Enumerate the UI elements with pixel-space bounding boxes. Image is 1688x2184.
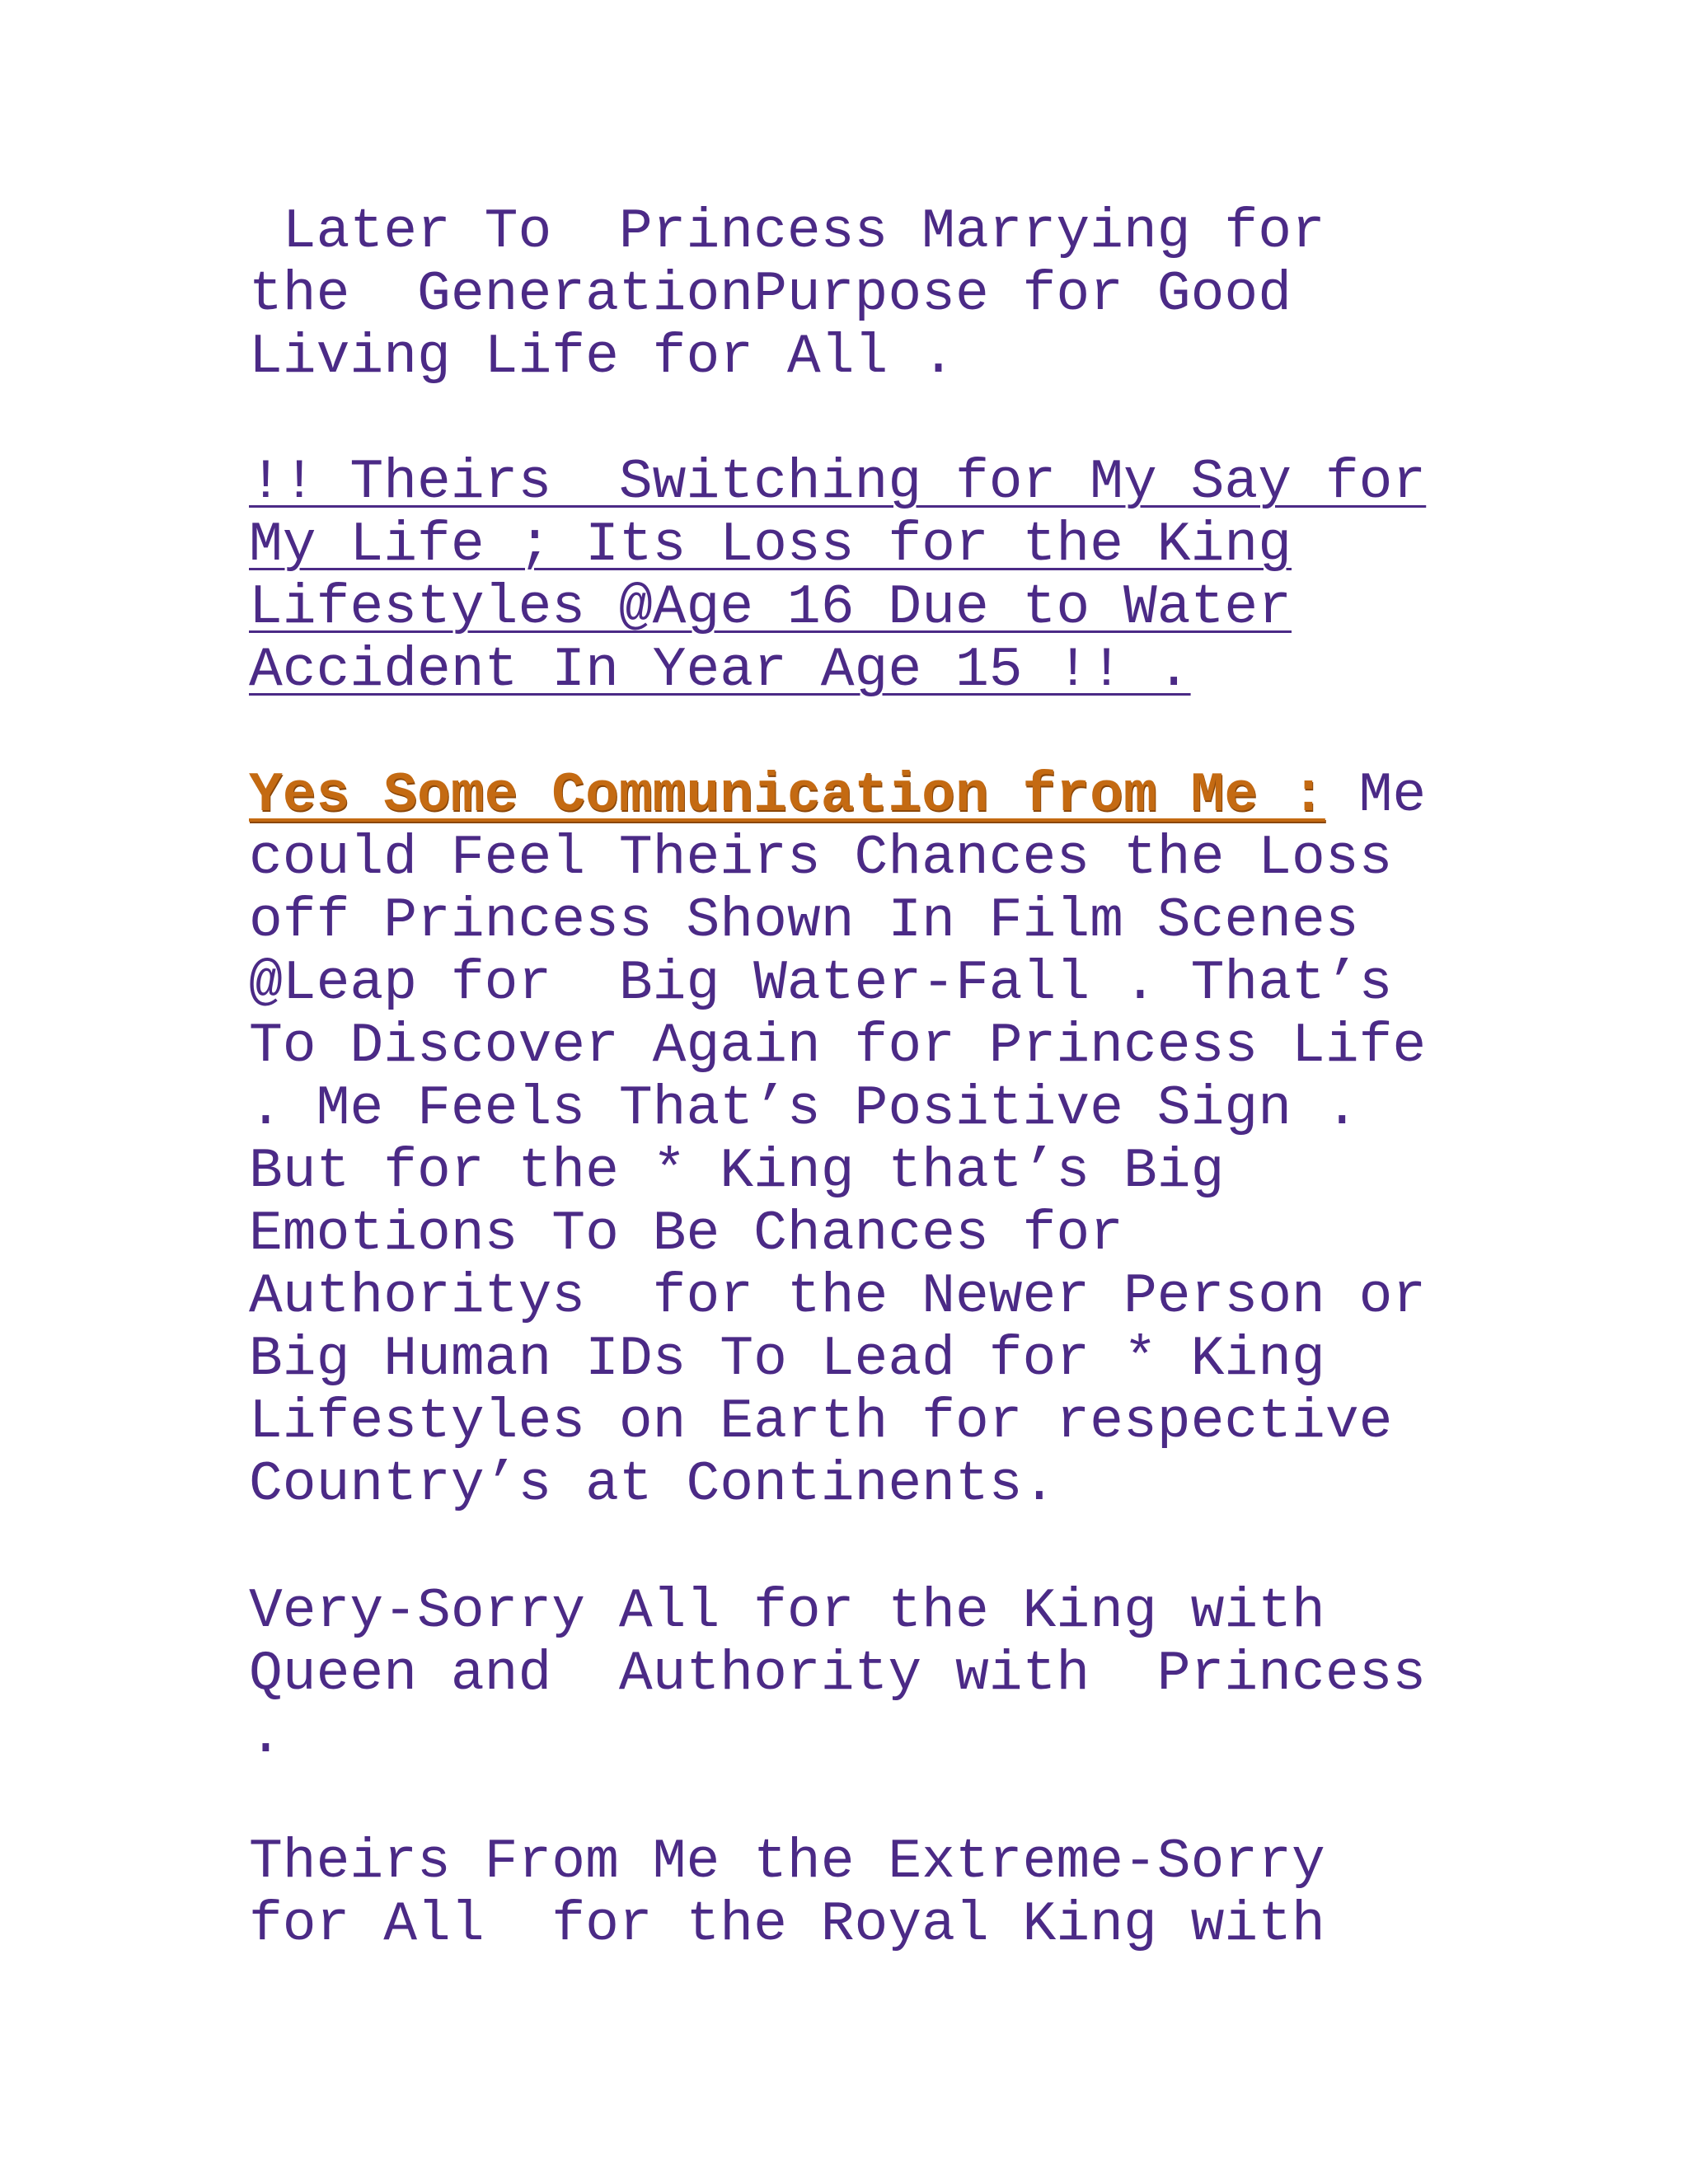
text-line: for All for the Royal King with	[249, 1893, 1325, 1957]
text-line: Big Human IDs To Lead for * King	[249, 1328, 1325, 1391]
underlined-text: !! Theirs Switching for My Say for	[249, 451, 1427, 514]
text-line-wrap	[249, 577, 1667, 640]
text-line: . Me Feels That’s Positive Sign .	[249, 1077, 1359, 1141]
text-line: Authoritys for the Newer Person or	[249, 1265, 1427, 1329]
section-heading: Yes Some Communication from Me :	[249, 764, 1325, 827]
paragraph-4	[249, 1581, 1667, 1769]
heading-line	[249, 765, 1667, 827]
text-line: off Princess Shown In Film Scenes	[249, 889, 1359, 953]
text-line-wrap	[249, 514, 1667, 577]
text-line: @Leap for Big Water-Fall . That’s	[249, 952, 1393, 1015]
text-line: But for the * King that’s Big	[249, 1140, 1225, 1203]
heading-tail-text: Me	[1325, 764, 1427, 827]
paragraph-5	[249, 1831, 1667, 1957]
underlined-text: Accident In Year Age 15 !! .	[249, 639, 1191, 702]
text-line: Later To Princess Marrying for	[249, 200, 1325, 264]
text-line: could Feel Theirs Chances the Loss	[249, 827, 1393, 890]
text-line-wrap	[249, 452, 1667, 514]
text-line: Lifestyles on Earth for respective	[249, 1390, 1393, 1454]
paragraph-1	[249, 201, 1667, 389]
text-line-wrap	[249, 640, 1667, 702]
text-line: Living Life for All .	[249, 326, 955, 389]
paragraph-3	[249, 765, 1667, 1516]
text-line: the GenerationPurpose for Good	[249, 263, 1292, 326]
paragraph-2-underlined	[249, 452, 1667, 702]
text-line: Queen and Authority with Princess	[249, 1643, 1427, 1706]
text-line: Very-Sorry All for the King with	[249, 1580, 1325, 1643]
text-line: Emotions To Be Chances for	[249, 1202, 1123, 1266]
underlined-text: Lifestyles @Age 16 Due to Water	[249, 576, 1292, 640]
text-line: Theirs From Me the Extreme-Sorry	[249, 1830, 1325, 1894]
text-line: To Discover Again for Princess Life	[249, 1015, 1427, 1078]
text-line: .	[249, 1705, 283, 1769]
underlined-text: My Life ; Its Loss for the King	[249, 513, 1292, 577]
text-line: Country’s at Continents.	[249, 1453, 1057, 1516]
